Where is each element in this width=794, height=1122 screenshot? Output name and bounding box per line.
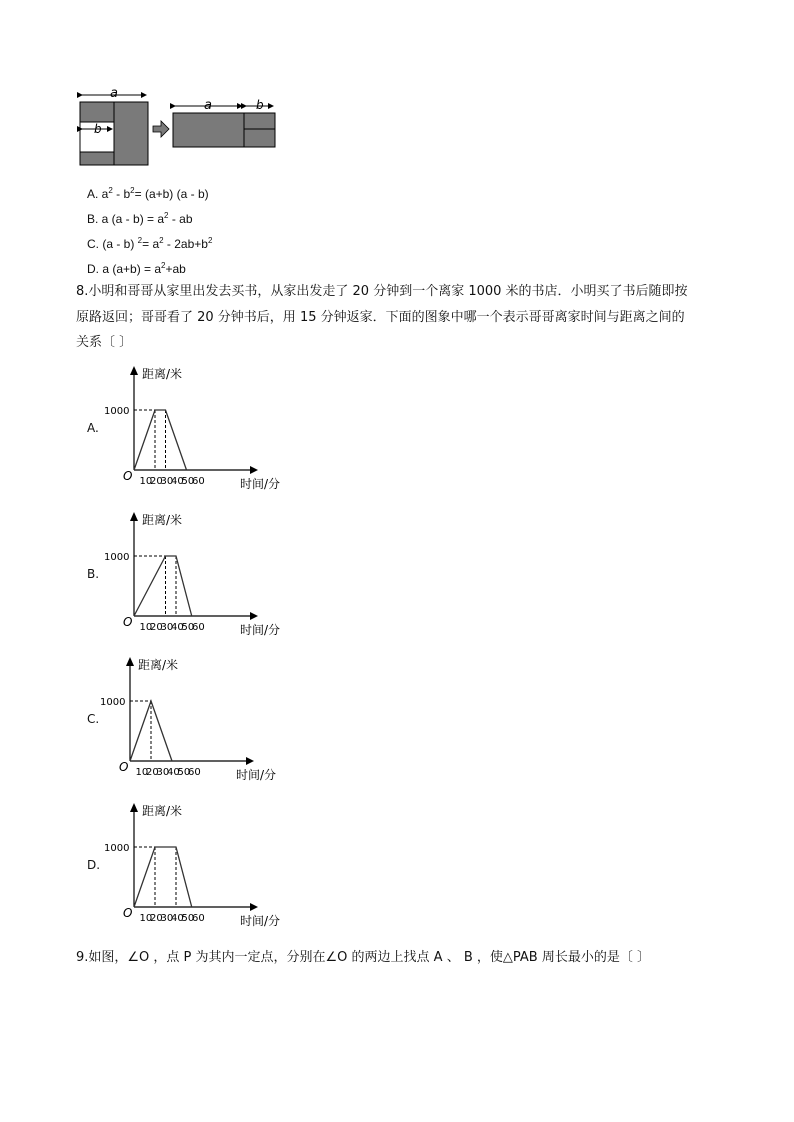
x-tick-label: 40 [171, 476, 184, 487]
q8-text-line3: 关系〔 〕 [76, 335, 133, 350]
result-rectangle [173, 113, 275, 147]
x-axis-arrow-icon [250, 612, 258, 620]
q9-text: 9.如图，∠O ，点 P 为其内一定点，分别在∠O 的两边上找点 A 、 B ，使△PAB 周长最小的是〔 〕 [76, 950, 650, 965]
origin-label: O [123, 469, 133, 483]
q7-option-a[interactable]: A. $a^2 - b^2= (a+b)$ (a - b) [87, 186, 209, 201]
x-tick-label: 50 [181, 622, 195, 633]
x-tick-label: 30 [160, 476, 174, 487]
label-b-left: b [94, 122, 102, 136]
q8-option-b-label[interactable]: B. [87, 567, 100, 581]
x-tick-label: 20 [146, 767, 159, 778]
q8-option-d-label[interactable]: D. [87, 858, 101, 872]
x-tick-label: 30 [156, 767, 170, 778]
y-axis-arrow-icon [130, 512, 138, 521]
origin-label: O [119, 760, 129, 774]
y-tick-label: 1000 [100, 697, 126, 708]
x-tick-label: 60 [192, 913, 205, 924]
y-tick-label: 1000 [104, 552, 130, 563]
x-axis-label: 时间/分 [240, 623, 280, 637]
x-tick-label: 50 [181, 476, 195, 487]
x-axis-label: 时间/分 [240, 914, 280, 928]
y-axis-label: 距离/米 [142, 367, 183, 381]
x-tick-label: 50 [181, 913, 195, 924]
x-tick-label: 10 [139, 622, 153, 633]
series-line [134, 556, 192, 616]
y-axis-label: 距离/米 [138, 658, 179, 672]
q8-text-line2: 原路返回；哥哥看了 20 分钟书后，用 15 分钟返家．下面的图象中哪一个表示哥哥离家时间与距离之间的 [76, 310, 685, 325]
series-line [134, 410, 187, 470]
x-axis-arrow-icon [250, 466, 258, 474]
q8-text-line1: 8.小明和哥哥从家里出发去买书，从家出发走了 20 分钟到一个离家 1000 米的书店．小明买了书后随即按 [76, 284, 688, 299]
q7-option-c[interactable]: C. (a - b) $^2= a^2 - 2ab+b^2$ [87, 236, 213, 251]
q8-option-a-label[interactable]: A. [87, 421, 99, 435]
x-axis-arrow-icon [250, 903, 258, 911]
x-tick-label: 20 [150, 622, 163, 633]
q8-option-c-label[interactable]: C. [87, 712, 100, 726]
x-tick-label: 10 [139, 913, 153, 924]
chart-option-d [100, 799, 280, 929]
x-tick-label: 60 [192, 622, 205, 633]
label-b-right: b [256, 98, 264, 112]
y-axis-arrow-icon [130, 366, 138, 375]
origin-label: O [123, 615, 133, 629]
series-line [134, 847, 192, 907]
chart-option-c [96, 653, 276, 783]
x-tick-label: 40 [167, 767, 180, 778]
x-tick-label: 20 [150, 476, 163, 487]
y-tick-label: 1000 [104, 406, 130, 417]
x-tick-label: 50 [177, 767, 191, 778]
x-axis-label: 时间/分 [236, 768, 276, 782]
x-tick-label: 10 [139, 476, 153, 487]
label-a-right: a [204, 98, 212, 113]
y-axis-label: 距离/米 [142, 513, 183, 527]
x-tick-label: 40 [171, 622, 184, 633]
origin-label: O [123, 906, 133, 920]
x-tick-label: 20 [150, 913, 163, 924]
y-tick-label: 1000 [104, 843, 130, 854]
chart-option-b [100, 508, 280, 638]
transform-arrow-icon [153, 121, 169, 137]
x-axis-label: 时间/分 [240, 477, 280, 491]
q7-option-b[interactable]: B. a $(a - b) = a^2$ - ab [87, 211, 193, 226]
x-tick-label: 30 [160, 622, 174, 633]
y-axis-arrow-icon [126, 657, 134, 666]
x-tick-label: 30 [160, 913, 174, 924]
y-axis-label: 距离/米 [142, 804, 183, 818]
x-tick-label: 60 [188, 767, 201, 778]
y-axis-arrow-icon [130, 803, 138, 812]
label-a-left: a [110, 86, 118, 101]
square-difference-figure [76, 84, 280, 170]
chart-option-a [100, 362, 280, 492]
q7-option-d[interactable]: D. a $(a+b) = a^2+ab$ [87, 261, 186, 276]
x-axis-arrow-icon [246, 757, 254, 765]
x-tick-label: 60 [192, 476, 205, 487]
x-tick-label: 40 [171, 913, 184, 924]
x-tick-label: 10 [135, 767, 149, 778]
